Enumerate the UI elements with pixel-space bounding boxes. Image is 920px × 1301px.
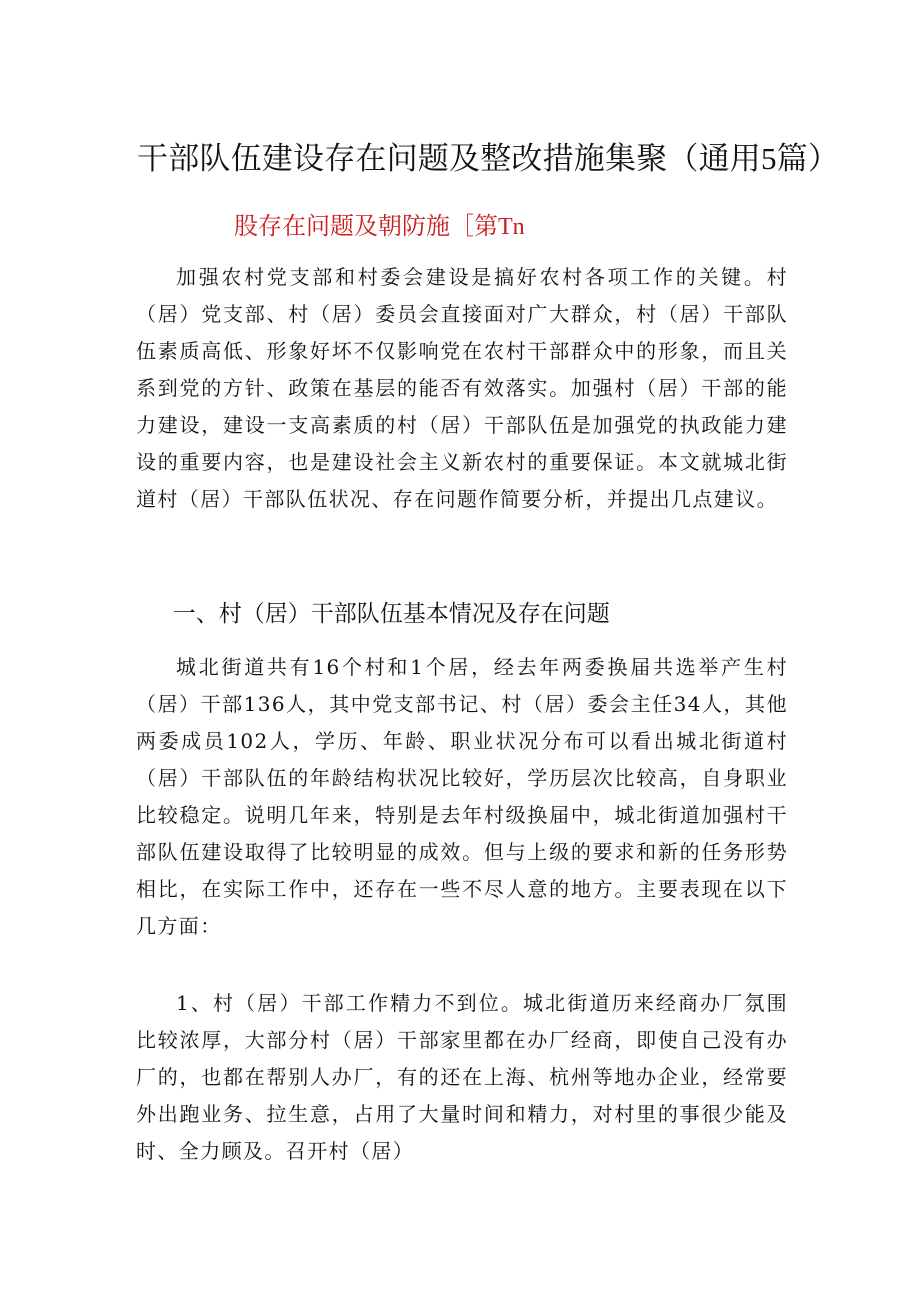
document-title: 干部队伍建设存在问题及整改措施集聚（通用5篇） bbox=[137, 141, 840, 176]
section-heading: 一、村（居）干部队伍基本情况及存在问题 bbox=[172, 601, 610, 626]
body-paragraph: 城北街道共有16个村和1个居，经去年两委换届共选举产生村（居）干部136人，其中党支部书记、村（居）委会主任34人，其他两委成员102人，学历、年龄、职业状况分布可以看出城北街道村（居）干部队伍的年龄结构状况比较好，学历层次比较高，自身职业比较稳定。说明几年来，特别是去年村级换届中，城北街道加强村干部队伍建设取得了比较明显的成效。但与上级的要求和新的任务形势相比，在实际工作中，还存在一些不尽人意的地方。主要表现在以下几方面： bbox=[136, 655, 788, 938]
intro-paragraph: 加强农村党支部和村委会建设是搞好农村各项工作的关键。村（居）党支部、村（居）委员会直接面对广大群众，村（居）干部队伍素质高低、形象好坏不仅影响党在农村干部群众中的形象，而且关系到党的方针、政策在基层的能否有效落实。加强村（居）干部的能力建设，建设一支高素质的村（居）干部队伍是加强党的执政能力建设的重要内容，也是建设社会主义新农村的重要保证。本文就城北街道村（居）干部队伍状况、存在问题作简要分析，并提出几点建议。 bbox=[136, 265, 788, 511]
body-paragraph: 1、村（居）干部工作精力不到位。城北街道历来经商办厂氛围比较浓厚，大部分村（居）干部家里都在办厂经商，即使自己没有办厂的，也都在帮别人办厂，有的还在上海、杭州等地办企业，经常要外出跑业务、拉生意，占用了大量时间和精力，对村里的事很少能及时、全力顾及。召开村（居） bbox=[136, 991, 788, 1163]
section-title: 股存在问题及朝防施［第Tn bbox=[234, 214, 525, 240]
